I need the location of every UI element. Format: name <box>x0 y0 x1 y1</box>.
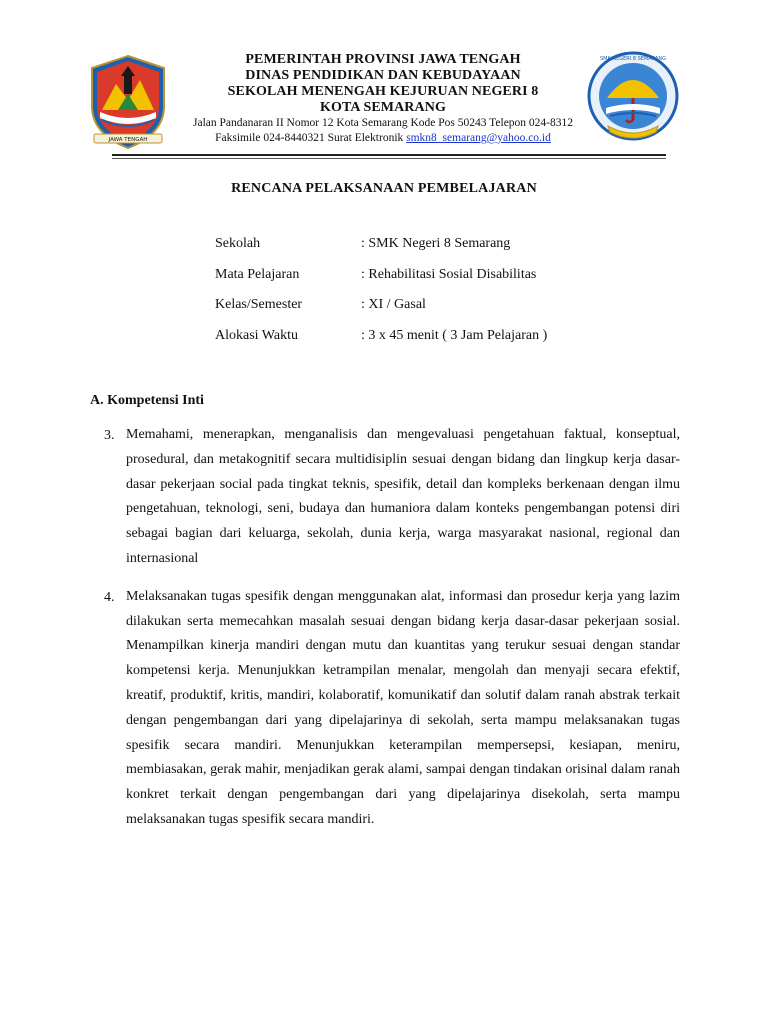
letterhead-line-1: PEMERINTAH PROVINSI JAWA TENGAH <box>245 52 521 67</box>
letterhead-contact <box>168 131 598 146</box>
list-item <box>104 428 680 572</box>
list-item <box>104 590 680 833</box>
list-number: 3. <box>104 428 115 443</box>
letterhead <box>168 52 598 146</box>
letterhead-fax: Faksimile 024-8440321 Surat Elektronik <box>215 132 407 144</box>
info-value: : XI / Gasal <box>361 297 426 312</box>
info-row-time <box>215 328 635 359</box>
info-label: Alokasi Waktu <box>215 327 298 343</box>
document-title: RENCANA PELAKSANAAN PEMBELAJARAN <box>231 181 537 196</box>
province-emblem-logo <box>88 54 168 150</box>
info-value: : Rehabilitasi Sosial Disabilitas <box>361 266 537 282</box>
list-text: Memahami, menerapkan, menganalisis dan mengevaluasi pengetahuan faktual, konseptual, prosedural, dan metakognitif secara multidisiplin sesuai dengan bidang dan lingkup kerja dasar-dasar pekerjaan social pada tingkat teknis, spesifik, detail dan kompleks berkenaan dengan ilmu pengetahuan, teknologi, seni, budaya dan humaniora dalam konteks pengembangan potensi diri sebagai bagian dari keluarga, sekolah, dunia kerja, warga masyarakat nasional, regional dan internasional <box>126 427 680 566</box>
letterhead-line-4: KOTA SEMARANG <box>320 100 446 115</box>
section-heading: A. Kompetensi Inti <box>90 393 204 408</box>
info-value: : SMK Negeri 8 Semarang <box>361 236 511 251</box>
list-text: Melaksanakan tugas spesifik dengan menggunakan alat, informasi dan prosedur kerja yang lazim dilakukan serta memecahkan masalah sesuai dengan bidang kerja dasar-dasar pekerjaan sosial. Menampilkan kinerja mandiri dengan mutu dan kuantitas yang terukur sesuai dengan standar kompetensi kerja. Menunjukkan ketrampilan menalar, mengolah dan menyaji secara efektif, kreatif, produktif, kritis, mandiri, kolaboratif, komunikatif dan solutif dalam ranah abstrak terkait dengan pengembangan dari yang dipelajarinya di sekolah, serta mampu melaksanakan tugas spesifik secara mandiri. Menunjukkan keterampilan mempersepsi, kesiapan, meniru, membiasakan, gerak mahir, menjadikan gerak alami, sampai dengan tindakan orisinal dalam ranah konkret terkait dengan pengembangan dari yang dipelajarinya disekolah, serta mampu melaksanakan tugas spesifik secara mandiri. <box>126 588 680 827</box>
letterhead-line-3: SEKOLAH MENENGAH KEJURUAN NEGERI 8 <box>227 84 539 99</box>
letterhead-line-2: DINAS PENDIDIKAN DAN KEBUDAYAAN <box>245 68 521 83</box>
email-link[interactable]: smkn8_semarang@yahoo.co.id <box>406 132 551 144</box>
school-emblem-caption: SMK NEGERI 8 SEMARANG <box>600 56 666 62</box>
info-label: Mata Pelajaran <box>215 266 300 282</box>
info-value: : 3 x 45 menit ( 3 Jam Pelajaran ) <box>361 327 548 343</box>
competency-list <box>104 428 680 851</box>
info-row-class <box>215 297 635 328</box>
school-emblem-logo <box>586 50 680 142</box>
info-row-subject <box>215 267 635 298</box>
letterhead-rule-thick <box>112 154 666 156</box>
province-emblem-caption: JAWA TENGAH <box>108 137 148 143</box>
list-number: 4. <box>104 589 115 605</box>
info-label: Kelas/Semester <box>215 297 303 312</box>
letterhead-address: Jalan Pandanaran II Nomor 12 Kota Semarang Kode Pos 50243 Telepon 024-8312 <box>193 117 573 129</box>
letterhead-rule-thin <box>112 158 666 159</box>
info-block <box>215 236 635 358</box>
info-label: Sekolah <box>215 236 261 251</box>
info-row-school <box>215 236 635 267</box>
